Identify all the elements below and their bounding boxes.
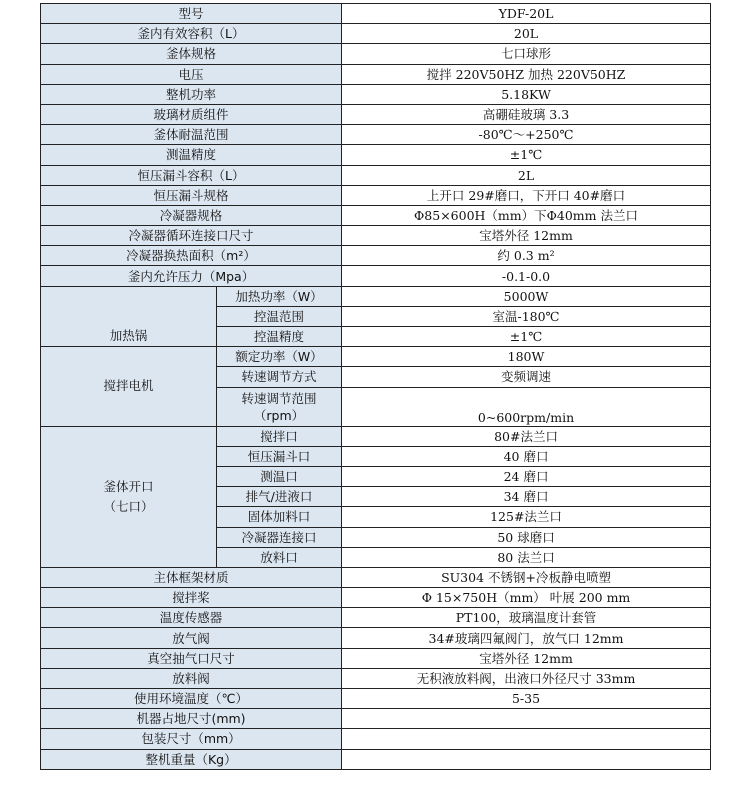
sub-value: 80#法兰口 <box>342 426 711 446</box>
table-row <box>41 246 711 266</box>
sub-value: 180W <box>342 347 711 367</box>
table-row <box>41 205 711 225</box>
table-row <box>41 608 711 628</box>
table-row <box>41 266 711 286</box>
row-label: 釜内有效容积（L） <box>41 24 342 44</box>
row-label: 放料阀 <box>41 668 342 688</box>
sub-label: 控温精度 <box>217 327 342 347</box>
table-row <box>41 44 711 64</box>
table-row <box>41 286 711 306</box>
row-label: 釜内允许压力（Mpa） <box>41 266 342 286</box>
sub-value: 室温-180℃ <box>342 306 711 326</box>
table-row <box>41 185 711 205</box>
row-label: 釜体耐温范围 <box>41 125 342 145</box>
table-row <box>41 4 711 24</box>
table-row <box>41 64 711 84</box>
sub-label: 排气/进液口 <box>217 487 342 507</box>
sub-label: 固体加料口 <box>217 507 342 527</box>
table-row <box>41 709 711 729</box>
row-value: SU304 不锈钢+冷板静电喷塑 <box>342 567 711 587</box>
sub-value: 34 磨口 <box>342 487 711 507</box>
row-value <box>342 709 711 729</box>
sub-label: 额定功率（W） <box>217 347 342 367</box>
row-label: 测温精度 <box>41 145 342 165</box>
row-value: 无积液放料阀，出液口外径尺寸 33mm <box>342 668 711 688</box>
row-label: 真空抽气口尺寸 <box>41 648 342 668</box>
row-value: PT100，玻璃温度计套管 <box>342 608 711 628</box>
openings-group-line1: 釜体开口 <box>103 478 154 494</box>
row-value: Φ 15×750H（mm） 叶展 200 mm <box>342 588 711 608</box>
table-row <box>41 84 711 104</box>
sub-value: 变频调速 <box>342 367 711 387</box>
table-row <box>41 145 711 165</box>
row-label: 冷凝器循环连接口尺寸 <box>41 226 342 246</box>
row-label: 型号 <box>41 4 342 24</box>
table-row <box>41 426 711 446</box>
row-label: 恒压漏斗规格 <box>41 185 342 205</box>
table-row <box>41 689 711 709</box>
row-label: 包装尺寸（mm） <box>41 729 342 749</box>
sub-value: 125#法兰口 <box>342 507 711 527</box>
spec-table <box>40 3 711 770</box>
table-row <box>41 24 711 44</box>
row-value: ±1℃ <box>342 145 711 165</box>
openings-group-line2: （七口） <box>103 498 154 514</box>
table-row <box>41 648 711 668</box>
sub-value: 5000W <box>342 286 711 306</box>
sub-value: ±1℃ <box>342 327 711 347</box>
row-value: YDF-20L <box>342 4 711 24</box>
row-label: 机器占地尺寸(mm) <box>41 709 342 729</box>
row-value: 上开口 29#磨口，下开口 40#磨口 <box>342 185 711 205</box>
sub-value: 0~600rpm/min <box>342 387 711 426</box>
row-value: 5-35 <box>342 689 711 709</box>
sub-label: 恒压漏斗口 <box>217 446 342 466</box>
sub-value: 80 法兰口 <box>342 547 711 567</box>
sub-label: 冷凝器连接口 <box>217 527 342 547</box>
row-label: 电压 <box>41 64 342 84</box>
row-value: 搅拌 220V50HZ 加热 220V50HZ <box>342 64 711 84</box>
row-label: 恒压漏斗容积（L） <box>41 165 342 185</box>
row-label: 放气阀 <box>41 628 342 648</box>
sub-label: 加热功率（W） <box>217 286 342 306</box>
group-label-motor: 搅拌电机 <box>41 347 217 426</box>
sub-value: 50 球磨口 <box>342 527 711 547</box>
sub-label: 放料口 <box>217 547 342 567</box>
row-label: 温度传感器 <box>41 608 342 628</box>
row-label: 使用环境温度（℃） <box>41 689 342 709</box>
row-value: 2L <box>342 165 711 185</box>
row-label: 主体框架材质 <box>41 567 342 587</box>
table-row <box>41 165 711 185</box>
row-value: Φ85×600H（mm）下Φ40mm 法兰口 <box>342 205 711 225</box>
row-value: 20L <box>342 24 711 44</box>
table-row <box>41 125 711 145</box>
row-value: 高硼硅玻璃 3.3 <box>342 104 711 124</box>
row-value: 宝塔外径 12mm <box>342 648 711 668</box>
speed-range-label-line1: 转速调节范围 <box>241 390 317 406</box>
row-value: 34#玻璃四氟阀门，放气口 12mm <box>342 628 711 648</box>
row-value: -0.1-0.0 <box>342 266 711 286</box>
row-label: 釜体规格 <box>41 44 342 64</box>
table-row <box>41 567 711 587</box>
table-row <box>41 668 711 688</box>
row-label: 整机重量（Kg） <box>41 749 342 769</box>
row-value: 5.18KW <box>342 84 711 104</box>
table-row <box>41 588 711 608</box>
sub-value: 24 磨口 <box>342 466 711 486</box>
row-label: 玻璃材质组件 <box>41 104 342 124</box>
row-value: 宝塔外径 12mm <box>342 226 711 246</box>
row-label: 冷凝器规格 <box>41 205 342 225</box>
sub-label: 控温范围 <box>217 306 342 326</box>
sub-label-speed-range <box>217 387 342 426</box>
sub-label: 搅拌口 <box>217 426 342 446</box>
sub-value: 40 磨口 <box>342 446 711 466</box>
table-row <box>41 104 711 124</box>
row-value: 约 0.3 m² <box>342 246 711 266</box>
table-row <box>41 628 711 648</box>
group-label-heating: 加热锅 <box>41 286 217 347</box>
row-label: 搅拌桨 <box>41 588 342 608</box>
table-row <box>41 347 711 367</box>
table-row <box>41 729 711 749</box>
speed-range-label-line2: （rpm） <box>253 407 305 423</box>
row-value <box>342 749 711 769</box>
sub-label: 测温口 <box>217 466 342 486</box>
row-value: -80℃～+250℃ <box>342 125 711 145</box>
table-row <box>41 226 711 246</box>
group-label-openings <box>41 426 217 567</box>
row-label: 整机功率 <box>41 84 342 104</box>
row-value <box>342 729 711 749</box>
sub-label: 转速调节方式 <box>217 367 342 387</box>
table-row <box>41 749 711 769</box>
row-value: 七口球形 <box>342 44 711 64</box>
row-label: 冷凝器换热面积（m²） <box>41 246 342 266</box>
